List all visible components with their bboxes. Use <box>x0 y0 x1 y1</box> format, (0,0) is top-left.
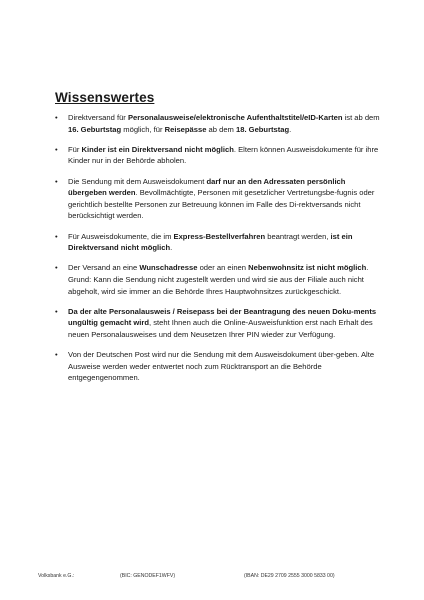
list-item-text <box>68 232 353 253</box>
footer-bic: (BIC: GENODEF1WFV) <box>120 573 176 579</box>
list-item-text <box>68 263 368 295</box>
list-item-text <box>68 145 378 166</box>
bold-text: Wunschadresse <box>139 263 198 273</box>
bold-text: ist ein Direktversand nicht möglich <box>68 231 353 253</box>
bold-text: Reisepässe <box>164 124 207 134</box>
bold-text: Personalausweise/elektronische Aufenthaltstitel/eID-Karten <box>127 113 343 122</box>
list-item-text <box>68 177 374 221</box>
section-heading: Wissenswertes <box>55 90 155 105</box>
bullet-icon: • <box>55 231 58 241</box>
text-segment: Der Versand an eine <box>68 263 140 273</box>
text-segment: Direktversand für <box>68 113 128 122</box>
list-item <box>55 231 380 254</box>
list-item <box>55 176 380 222</box>
bold-text: Nebenwohnsitz ist nicht möglich <box>248 263 367 273</box>
bold-text: Da der alte Personalausweis / Reisepass bei der Beantragung des neuen Doku-ments ungültig gemacht wird <box>68 306 377 328</box>
list-item <box>55 144 380 167</box>
text-segment: Von der Deutschen Post wird nur die Sendung mit dem Ausweisdokument über-geben. Alte Ausweise werden weder entwertet noch zum Rücktransport an die Behörde entgegengenommen. <box>68 350 375 383</box>
bold-text: Express-Bestellverfahren <box>173 231 266 241</box>
text-segment: . Grund: Kann die Sendung nicht zugestellt werden und wird sie aus der Filiale auch nicht abgeholt, wird sie immer an die Behörde Ihres Hauptwohnsitzes zurückgeschickt. <box>68 263 369 296</box>
list-item-text <box>68 350 374 382</box>
footer-iban: (IBAN: DE29 2709 2555 3000 5833 00) <box>244 573 335 579</box>
list-item <box>55 112 380 135</box>
bold-text: darf nur an den Adressaten persönlich übergeben werden <box>68 176 346 198</box>
text-segment: beantragt werden, <box>265 231 331 241</box>
text-segment: . Eltern können Ausweisdokumente für ihre Kinder nur in der Behörde abholen. <box>68 144 379 166</box>
list-item <box>55 306 380 341</box>
text-segment: ab dem <box>206 124 236 134</box>
text-segment: Die Sendung mit dem Ausweisdokument <box>68 176 207 186</box>
list-item-text <box>68 113 380 134</box>
list-item <box>55 262 380 297</box>
text-segment: . <box>289 124 292 134</box>
list-item <box>55 349 380 384</box>
footer-bank: Volksbank e.G.: <box>38 573 75 579</box>
text-segment: . <box>170 243 173 253</box>
bold-text: 18. Geburtstag <box>236 124 290 134</box>
text-segment: . Bevollmächtigte, Personen mit gesetzlicher Vertretungsbe-fugnis oder gerichtlich bestellte Personen zur Betreuung können im Falle des Di-rektversands nicht berücksichtigt werden. <box>68 188 375 221</box>
bold-text: Kinder ist ein Direktversand nicht möglich <box>81 144 234 154</box>
bullet-icon: • <box>55 144 58 154</box>
bullet-icon: • <box>55 263 58 273</box>
bullet-icon: • <box>55 113 58 122</box>
text-segment: Für <box>68 144 82 154</box>
text-segment: Für Ausweisdokumente, die im <box>68 231 174 241</box>
bullet-icon: • <box>55 306 58 316</box>
text-segment: ist ab dem <box>342 113 380 122</box>
list-item-text <box>68 307 376 339</box>
bullet-icon: • <box>55 350 58 360</box>
text-segment: möglich, für <box>121 124 165 134</box>
bold-text: 16. Geburtstag <box>68 124 122 134</box>
text-segment: oder an einen <box>197 263 249 273</box>
bullet-icon: • <box>55 176 58 186</box>
text-segment: , steht Ihnen auch die Online-Ausweisfunktion erst nach Erhalt des neuen Personalausweises und dem Neusetzen Ihrer PIN wieder zur Verfügung. <box>68 318 373 339</box>
info-list <box>55 112 380 392</box>
